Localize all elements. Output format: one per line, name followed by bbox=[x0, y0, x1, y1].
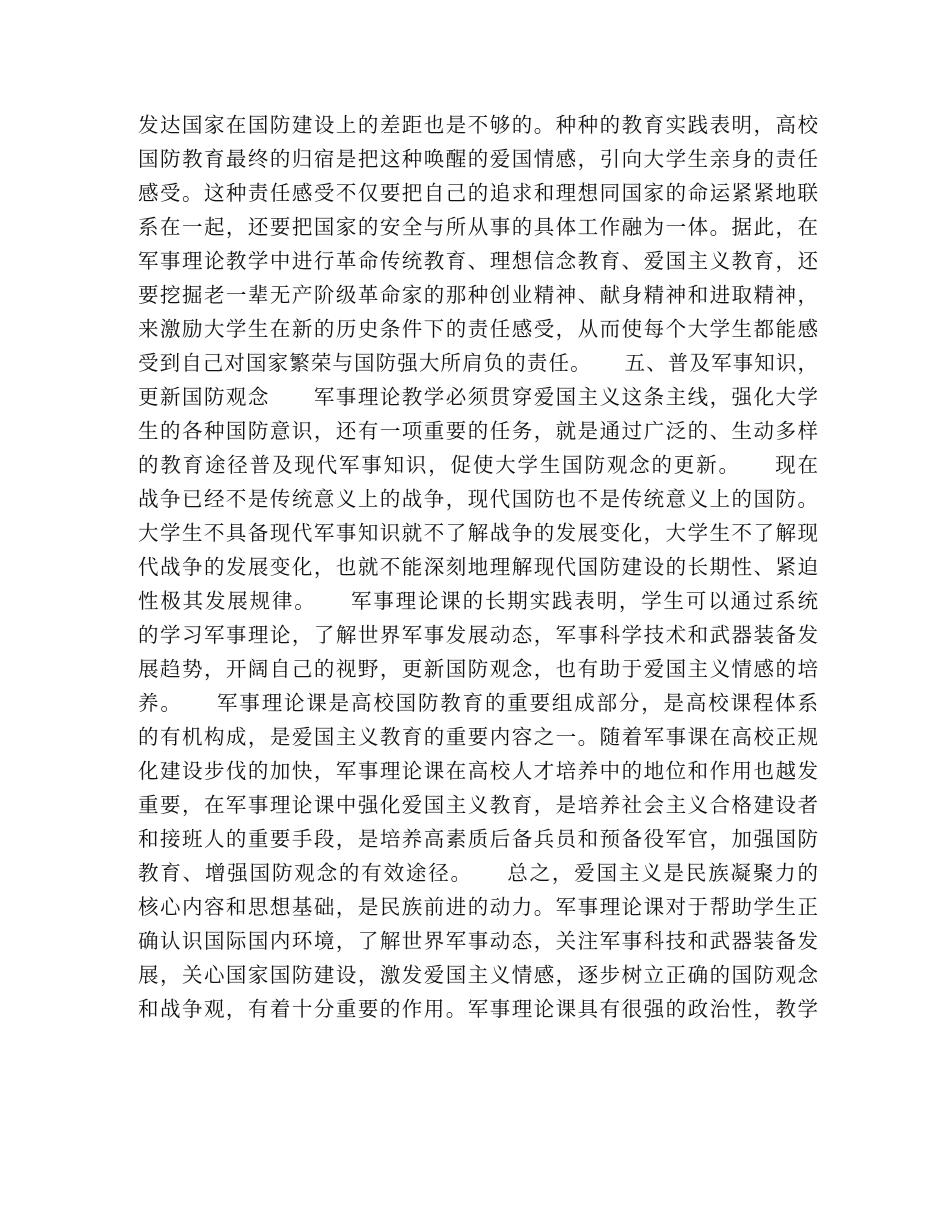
text-line: 战争已经不是传统意义上的战争，现代国防也不是传统意义上的国防。 bbox=[138, 487, 818, 511]
text-line: 的教育途径普及现代军事知识，促使大学生国防观念的更新。 现在 bbox=[138, 453, 818, 477]
text-line: 发达国家在国防建设上的差距也是不够的。种种的教育实践表明，高校 bbox=[138, 113, 818, 137]
text-line: 感受。这种责任感受不仅要把自己的追求和理想同国家的命运紧紧地联 bbox=[138, 181, 818, 205]
text-line: 展，关心国家国防建设，激发爱国主义情感，逐步树立正确的国防观念 bbox=[138, 963, 818, 987]
text-line: 军事理论教学中进行革命传统教育、理想信念教育、爱国主义教育，还 bbox=[138, 249, 818, 273]
text-line: 生的各种国防意识，还有一项重要的任务，就是通过广泛的、生动多样 bbox=[138, 419, 818, 443]
text-line: 养。 军事理论课是高校国防教育的重要组成部分，是高校课程体系 bbox=[138, 691, 818, 715]
body-text bbox=[138, 108, 838, 1026]
text-line: 教育、增强国防观念的有效途径。 总之，爱国主义是民族凝聚力的 bbox=[138, 861, 818, 885]
text-line: 化建设步伐的加快，军事理论课在高校人才培养中的地位和作用也越发 bbox=[138, 759, 818, 783]
text-line: 受到自己对国家繁荣与国防强大所肩负的责任。 五、普及军事知识， bbox=[138, 351, 818, 375]
text-line: 性极其发展规律。 军事理论课的长期实践表明，学生可以通过系统 bbox=[138, 589, 818, 613]
text-line: 更新国防观念 军事理论教学必须贯穿爱国主义这条主线，强化大学 bbox=[138, 385, 818, 409]
text-line: 代战争的发展变化，也就不能深刻地理解现代国防建设的长期性、紧迫 bbox=[138, 555, 818, 579]
text-line: 要挖掘老一辈无产阶级革命家的那种创业精神、献身精神和进取精神， bbox=[138, 283, 818, 307]
text-line: 重要，在军事理论课中强化爱国主义教育，是培养社会主义合格建设者 bbox=[138, 793, 818, 817]
text-line: 大学生不具备现代军事知识就不了解战争的发展变化，大学生不了解现 bbox=[138, 521, 818, 545]
text-line: 确认识国际国内环境，了解世界军事动态，关注军事科技和武器装备发 bbox=[138, 929, 818, 953]
text-line: 的学习军事理论，了解世界军事发展动态，军事科学技术和武器装备发 bbox=[138, 623, 818, 647]
text-line: 和战争观，有着十分重要的作用。军事理论课具有很强的政治性，教学 bbox=[138, 997, 818, 1021]
text-line: 展趋势，开阔自己的视野，更新国防观念，也有助于爱国主义情感的培 bbox=[138, 657, 818, 681]
text-line: 和接班人的重要手段，是培养高素质后备兵员和预备役军官，加强国防 bbox=[138, 827, 818, 851]
text-line: 核心内容和思想基础，是民族前进的动力。军事理论课对于帮助学生正 bbox=[138, 895, 818, 919]
text-line: 系在一起，还要把国家的安全与所从事的具体工作融为一体。据此，在 bbox=[138, 215, 818, 239]
text-line: 国防教育最终的归宿是把这种唤醒的爱国情感，引向大学生亲身的责任 bbox=[138, 147, 818, 171]
text-line: 来激励大学生在新的历史条件下的责任感受，从而使每个大学生都能感 bbox=[138, 317, 818, 341]
text-line: 的有机构成，是爱国主义教育的重要内容之一。随着军事课在高校正规 bbox=[138, 725, 818, 749]
